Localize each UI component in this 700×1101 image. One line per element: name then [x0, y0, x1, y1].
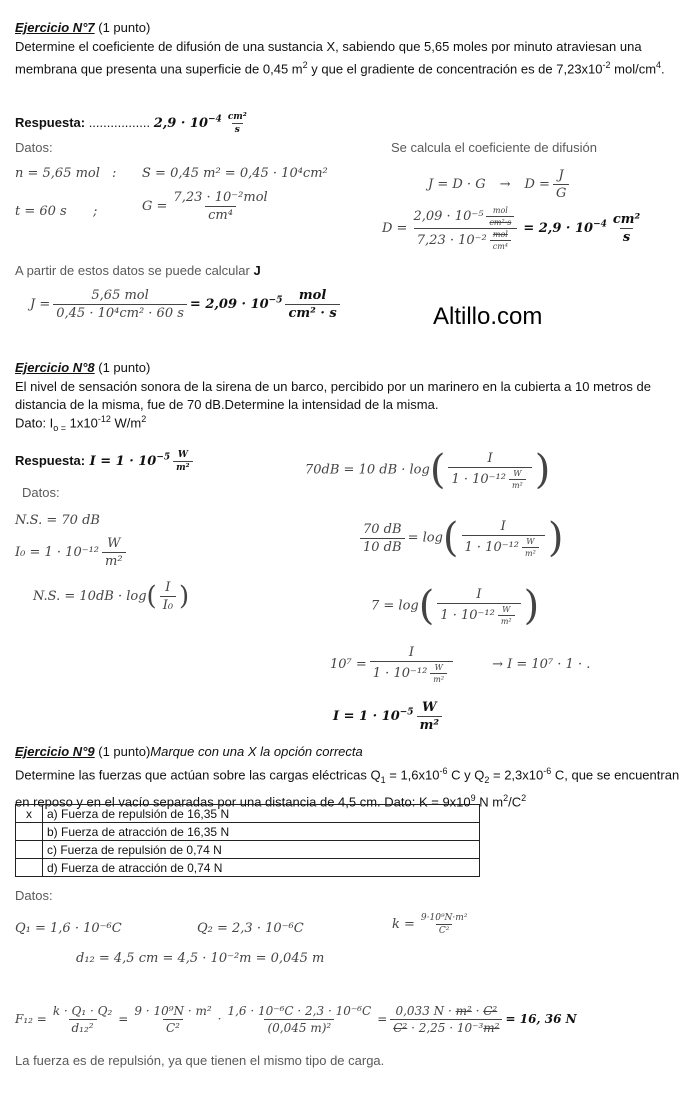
ex7-from-data-j: J	[253, 263, 261, 278]
option-row-c[interactable]	[16, 841, 480, 859]
ex9-f-frac4-den	[390, 1019, 502, 1035]
ex8-unit-num: W	[434, 663, 443, 672]
ex9-f-frac4	[390, 1004, 502, 1035]
ex8-ns-formula	[33, 580, 189, 613]
ex8-eq2-frac	[360, 522, 405, 555]
ex9-f-frac3-num: 1,6 · 10⁻⁶C · 2,3 · 10⁻⁶C	[227, 1004, 372, 1018]
ex8-dato-exp: -12	[97, 414, 111, 424]
ex7-answer-label: Respuesta:	[15, 114, 86, 130]
ex7-d-den-unit-den: cm⁴	[490, 240, 511, 251]
ex9-statement-c: C y Q	[447, 767, 485, 783]
ex7-from-data	[15, 263, 261, 278]
ex8-ns-value: N.S. = 70 dB	[15, 513, 100, 528]
ex8-eq1	[305, 447, 551, 493]
ex8-eq2-i: I	[500, 518, 506, 534]
ex7-jg-frac	[553, 168, 569, 201]
ex9-force-calc	[15, 1004, 577, 1035]
ex9-q1-value: Q₁ = 1,6 · 10⁻⁶C	[15, 921, 122, 936]
ex7-n-value: n = 5,65 mol	[15, 166, 100, 181]
ex7-statement	[15, 38, 690, 78]
ex7-d-result-exp: −4	[593, 219, 607, 230]
ex9-sup: -6	[439, 766, 448, 776]
ex8-dato-sub: o =	[53, 422, 67, 433]
ex9-f-frac3-den: (0,045 m)²	[264, 1019, 334, 1035]
ex7-d-formula	[382, 206, 646, 251]
ex9-f-dot: ·	[217, 1012, 222, 1026]
ex8-eq4-den-text: 1 · 10⁻¹²	[372, 666, 428, 681]
ex8-eq1-den-unit	[509, 469, 526, 490]
option-mark-cell[interactable]: x	[16, 805, 43, 823]
ex8-eq2-den-text: 1 · 10⁻¹²	[464, 539, 520, 555]
option-row-a[interactable]	[16, 805, 480, 823]
option-mark-cell[interactable]	[16, 841, 43, 859]
ex8-answer-exp: −5	[156, 452, 171, 463]
ex8-answer-unit-den: m²	[173, 461, 192, 473]
ex9-statement-a: Determine las fuerzas que actúan sobre las cargas eléctricas Q	[15, 767, 381, 783]
ex8-datos: Datos:	[22, 485, 60, 500]
ex8-ns-frac-num: I	[165, 580, 171, 595]
ex8-eq2-frac2-den	[462, 535, 545, 558]
ex8-i0-unit-den: m²	[102, 552, 126, 569]
ex8-unit-den: m²	[522, 547, 539, 558]
ex7-formula-j: J = D · G	[428, 177, 486, 192]
ex7-j-label: J =	[30, 297, 51, 312]
ex7-statement-b: y que el gradiente de concentración es de 7,23x10	[307, 61, 603, 77]
ex8-ns-frac	[160, 580, 176, 613]
ex8-paren: (	[429, 447, 446, 493]
ex7-d-den-unit-num: mol	[492, 230, 508, 239]
option-label: a) Fuerza de repulsión de 16,35 N	[43, 805, 480, 823]
ex7-statement-c: mol/cm	[610, 61, 657, 77]
ex8-eq3-frac	[437, 587, 520, 626]
ex8-paren: (	[146, 581, 157, 612]
options-table	[15, 804, 480, 877]
ex9-f-frac4-den-a: C²	[393, 1021, 408, 1035]
ex7-d-num: 2,09 · 10⁻⁵	[413, 209, 484, 224]
ex9-f-frac2-num: 9 · 10⁹N · m²	[134, 1004, 212, 1018]
ex9-f-frac4-num-d: C²	[483, 1004, 498, 1018]
ex8-eq3-left: 7 = log	[371, 598, 419, 614]
ex7-heading	[15, 20, 150, 35]
ex9-f-frac1-den: d₁₂²	[69, 1019, 97, 1035]
ex7-j-den: 0,45 · 10⁴cm² · 60 s	[53, 304, 187, 321]
ex8-i0	[15, 536, 129, 569]
ex8-eq5-unit-den: m²	[417, 716, 442, 733]
ex9-f-frac2	[131, 1004, 214, 1035]
ex8-paren: )	[547, 515, 564, 561]
ex9-k-den: C²	[436, 924, 453, 936]
ex9-f-frac2-den: C²	[163, 1019, 183, 1035]
ex7-jg-num: J	[558, 168, 564, 183]
ex7-j-calc	[30, 288, 343, 321]
ex9-sub: 1	[380, 774, 386, 785]
ex8-eq1-den	[448, 467, 531, 490]
ex8-eq1-left: 70dB = 10 dB · log	[305, 462, 430, 478]
ex7-datos: Datos:	[15, 140, 53, 155]
ex8-eq3-den-text: 1 · 10⁻¹²	[440, 607, 495, 623]
ex8-eq1-num: I	[487, 450, 493, 466]
ex7-jg-den: G	[553, 184, 569, 201]
ex9-f-label: F₁₂ =	[15, 1012, 47, 1026]
ex7-points: (1 punto)	[94, 20, 151, 35]
ex9-heading	[15, 744, 363, 759]
ex8-eq4	[330, 645, 590, 684]
ex9-datos: Datos:	[15, 888, 53, 903]
ex9-k-frac	[418, 913, 471, 936]
ex7-d-frac-num	[410, 206, 520, 228]
ex7-g-frac	[170, 190, 270, 223]
ex9-f-result: = 16, 36 N	[505, 1012, 577, 1026]
ex7-g-den: cm⁴	[205, 206, 236, 223]
ex8-dato	[15, 414, 146, 433]
ex8-eq2	[357, 515, 564, 561]
ex8-points: (1 punto)	[94, 360, 151, 375]
ex7-answer-unit-num: cm²	[227, 112, 247, 122]
option-row-b[interactable]	[16, 823, 480, 841]
ex9-k-label: k =	[392, 917, 415, 932]
ex7-d-num-unit-den: cm²·s	[486, 216, 514, 227]
ex9-f-frac4-den-b: · 2,25 · 10⁻³	[407, 1021, 484, 1035]
ex8-eq4-frac	[370, 645, 453, 684]
ex7-g-num: 7,23 · 10⁻²mol	[173, 190, 268, 205]
ex9-k-value	[392, 913, 473, 936]
ex8-eq5-unit	[417, 700, 442, 733]
ex7-statement-d: .	[661, 61, 665, 77]
ex8-eq5-text: I = 1 · 10	[333, 709, 400, 724]
ex7-t-value: t = 60 s	[15, 204, 67, 219]
ex8-dato-sup2: 2	[141, 414, 147, 424]
ex8-eq5	[333, 700, 445, 733]
ex9-k-num: 9·10⁹N·m²	[420, 913, 468, 923]
ex9-d12-value: d₁₂ = 4,5 cm = 4,5 · 10⁻²m = 0,045 m	[76, 951, 325, 966]
ex7-d-result-unit-den: s	[620, 228, 633, 245]
ex8-answer-value: I = 1 · 10	[85, 453, 157, 469]
ex8-paren: (	[418, 583, 435, 629]
ex8-i0-label: I₀ = 1 · 10⁻¹²	[15, 545, 99, 560]
ex8-eq3-den-unit	[498, 605, 515, 626]
ex8-dato-b: 1x10	[66, 415, 98, 431]
ex8-answer-unit-num: W	[177, 450, 188, 460]
option-label: c) Fuerza de repulsión de 0,74 N	[43, 841, 480, 859]
ex8-answer	[15, 450, 196, 473]
ex9-statement-f: N m	[475, 794, 504, 810]
ex7-from-data-text: A partir de estos datos se puede calcular	[15, 263, 254, 278]
ex9-sup: 9	[470, 792, 476, 803]
ex8-eq3-i: I	[476, 586, 482, 602]
ex8-unit-den: m²	[498, 615, 515, 626]
ex8-eq3	[371, 583, 540, 629]
ex9-f-eq: =	[118, 1012, 129, 1026]
ex7-answer-value: 2,9 · 10	[153, 115, 208, 131]
ex8-eq2-den-unit	[522, 537, 539, 558]
ex7-j-frac	[53, 288, 187, 321]
ex7-answer-unit	[225, 112, 250, 135]
ex7-arrow: →	[499, 177, 511, 192]
ex8-eq1-den-text: 1 · 10⁻¹²	[451, 471, 506, 487]
ex7-answer-exp: −4	[208, 114, 222, 125]
ex7-semicolon: ;	[93, 204, 98, 219]
ex8-paren: )	[179, 581, 190, 612]
ex7-s-value: S = 0,45 m² = 0,45 · 10⁴cm²	[142, 166, 328, 181]
ex9-f-frac4-num-a: 0,033 N ·	[395, 1004, 456, 1018]
ex9-statement-b: = 1,6x10	[385, 767, 440, 783]
ex9-f-frac3	[224, 1004, 374, 1035]
ex7-sup: 2	[302, 60, 308, 70]
ex7-d-den: 7,23 · 10⁻²	[416, 233, 487, 248]
ex7-answer-dots: .................	[85, 114, 154, 130]
ex7-statement-a: Determine el coeficiente de difusión de una sustancia X, sabiendo que 5,65 moles por minuto atraviesan una membrana que presenta una superficie de 0,45 m	[15, 39, 642, 77]
ex9-sup: -6	[543, 766, 552, 776]
ex7-d-num-unit-num: mol	[492, 206, 508, 215]
ex7-j-result: = 2,09 · 10	[189, 297, 269, 312]
ex8-eq4-den-unit	[430, 663, 447, 684]
ex7-g-label: G =	[142, 199, 168, 214]
ex8-answer-label: Respuesta:	[15, 452, 86, 468]
ex7-title: Ejercicio N°7	[15, 20, 95, 35]
ex7-j-result-unit-den: cm² · s	[285, 304, 339, 321]
ex8-eq4-left: 10⁷ =	[330, 657, 367, 672]
ex8-eq5-unit-num: W	[421, 700, 437, 715]
ex9-f-frac4-num-b: m²	[455, 1004, 472, 1018]
ex8-unit-den: m²	[509, 479, 526, 490]
ex9-statement-e: C, que se encuentran en reposo y en el vacío separadas por una distancia de 4,5 cm. Dato: K = 9x10	[15, 767, 680, 810]
ex9-statement-d: = 2,3x10	[489, 767, 544, 783]
ex7-d-frac-den	[414, 228, 517, 251]
ex9-sub: 2	[484, 774, 490, 785]
ex8-unit-num: W	[526, 536, 535, 546]
ex7-j-result-unit-num: mol	[298, 288, 327, 303]
ex8-ns-frac-den: I₀	[160, 596, 176, 613]
ex8-unit-num: W	[513, 468, 522, 478]
ex9-f-frac1	[50, 1004, 115, 1035]
ex8-eq3-den	[437, 603, 520, 626]
ex9-f-eq: =	[377, 1012, 388, 1026]
ex7-j-num: 5,65 mol	[91, 288, 149, 303]
ex8-paren: )	[534, 447, 551, 493]
ex7-d-label-2: D =	[382, 221, 408, 236]
ex7-g-formula	[142, 190, 274, 223]
ex7-sup: 4	[656, 60, 662, 70]
ex9-points: (1 punto)	[94, 744, 151, 759]
ex7-answer	[15, 112, 253, 135]
ex9-f-frac4-den-c: m²	[483, 1021, 500, 1035]
ex8-paren: )	[523, 583, 540, 629]
ex7-d-den-unit	[490, 230, 511, 251]
ex8-eq2-frac2	[462, 519, 545, 558]
ex8-unit-num: W	[502, 604, 511, 614]
ex9-f-frac4-num-c: ·	[471, 1004, 484, 1018]
ex7-d-result-unit-num: cm²	[612, 212, 641, 227]
ex7-j-result-unit	[285, 288, 339, 321]
ex7-d-frac	[410, 206, 520, 251]
option-mark-cell[interactable]	[16, 859, 43, 877]
ex7-answer-unit-den: s	[232, 123, 243, 135]
ex8-statement: El nivel de sensación sonora de la sirena de un barco, percibido por un marinero en la cubierta a 10 metros de distancia de la misma, fue de 70 dB.Determine la intensidad de la misma.	[15, 379, 651, 412]
ex8-title: Ejercicio N°8	[15, 360, 95, 375]
ex9-instruction: Marque con una X la opción correcta	[150, 744, 363, 759]
ex9-f-frac4-num	[392, 1004, 500, 1019]
ex9-title: Ejercicio N°9	[15, 744, 95, 759]
ex7-j-formula	[428, 168, 572, 201]
ex8-eq4-right: → I = 10⁷ · 1 · .	[492, 657, 591, 672]
ex8-eq2-eq: = log	[407, 530, 443, 546]
ex8-ns-formula-text: N.S. = 10dB · log	[33, 589, 147, 604]
option-label: d) Fuerza de atracción de 0,74 N	[43, 859, 480, 877]
ex7-d-result: = 2,9 · 10	[523, 221, 594, 236]
ex8-paren: (	[442, 515, 459, 561]
ex8-i0-unit-num: W	[107, 536, 121, 551]
ex8-heading	[15, 360, 150, 375]
ex9-sup: 2	[521, 792, 527, 803]
ex8-eq4-i: I	[408, 645, 414, 660]
ex7-sup: -2	[602, 60, 611, 70]
ex7-calc-note: Se calcula el coeficiente de difusión	[391, 140, 597, 155]
ex9-conclusion: La fuerza es de repulsión, ya que tienen el mismo tipo de carga.	[15, 1053, 385, 1068]
ex9-sup: 2	[503, 792, 509, 803]
ex7-d-num-unit	[486, 206, 514, 227]
option-label: b) Fuerza de atracción de 16,35 N	[43, 823, 480, 841]
ex8-dato-a: Dato: I	[15, 415, 54, 431]
ex8-eq5-exp: −5	[399, 707, 414, 718]
ex9-statement-g: /C	[508, 794, 522, 810]
ex9-f-frac1-num: k · Q₁ · Q₂	[52, 1004, 113, 1018]
watermark: Altillo.com	[433, 303, 543, 330]
ex7-d-result-unit	[610, 212, 643, 245]
ex7-colon: :	[112, 166, 117, 181]
ex8-eq1-frac	[448, 451, 531, 490]
ex9-q2-value: Q₂ = 2,3 · 10⁻⁶C	[197, 921, 304, 936]
option-mark-cell[interactable]	[16, 823, 43, 841]
ex8-dato-c: W/m	[110, 415, 142, 431]
ex8-eq4-den	[370, 661, 453, 684]
ex8-eq2-num: 70 dB	[363, 521, 402, 537]
ex7-j-result-exp: −5	[268, 295, 283, 306]
ex8-i0-unit	[102, 536, 126, 569]
ex8-unit-den: m²	[430, 673, 447, 684]
ex8-answer-unit	[173, 450, 192, 473]
ex8-eq2-den: 10 dB	[360, 538, 405, 555]
option-row-d[interactable]	[16, 859, 480, 877]
ex7-d-label: D =	[524, 177, 550, 192]
